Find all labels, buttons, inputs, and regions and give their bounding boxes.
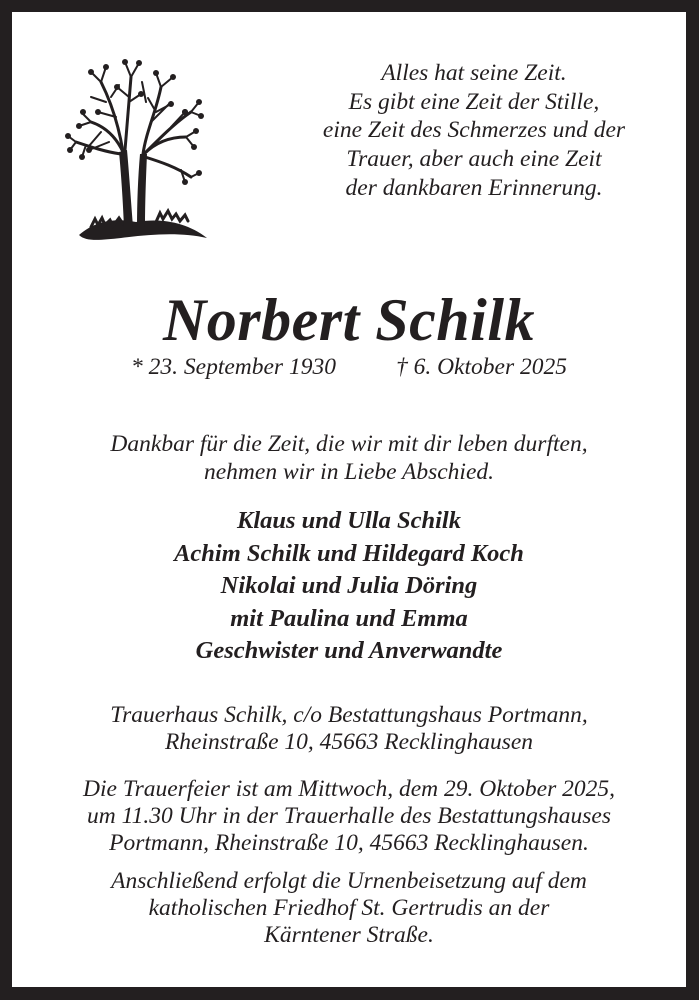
funeral-ceremony-info (12, 776, 686, 857)
birth-date: * 23. September 1930 (131, 354, 336, 380)
mourner-line: Klaus und Ulla Schilk (237, 507, 461, 534)
mourner-line: Achim Schilk und Hildegard Koch (174, 539, 524, 567)
burial-info (12, 868, 686, 949)
burial-line: Anschließend erfolgt die Urnenbeisetzung auf dem (111, 868, 587, 894)
motto-line: Es gibt eine Zeit der Stille, (348, 88, 600, 115)
life-dates (12, 352, 686, 382)
thanks-text (12, 430, 686, 486)
tree-icon (61, 42, 211, 247)
mourners-list (12, 505, 686, 668)
motto-line: Trauer, aber auch eine Zeit (346, 146, 602, 173)
mourning-house-address (12, 702, 686, 756)
deceased-name: Norbert Schilk (162, 287, 536, 353)
address-line: Rheinstraße 10, 45663 Recklinghausen (164, 729, 534, 755)
thanks-line: Dankbar für die Zeit, die wir mit dir leben durften, (110, 431, 588, 457)
motto-line: Alles hat seine Zeit. (381, 60, 567, 86)
burial-line: katholischen Friedhof St. Gertrudis an der (148, 895, 550, 921)
motto-line: eine Zeit des Schmerzes und der (322, 117, 626, 144)
mourner-line: Nikolai und Julia Döring (220, 572, 478, 599)
ceremony-line: Die Trauerfeier ist am Mittwoch, dem 29. Oktober 2025, (83, 776, 615, 802)
burial-line: Kärntener Straße. (264, 922, 434, 948)
death-date: † 6. Oktober 2025 (395, 354, 567, 380)
motto-verse (274, 59, 674, 203)
address-line: Trauerhaus Schilk, c/o Bestattungshaus Portmann, (110, 702, 588, 728)
obituary-card (12, 12, 686, 987)
mourner-line: Geschwister und Anverwandte (195, 637, 503, 664)
motto-line: der dankbaren Erinnerung. (345, 174, 603, 201)
ceremony-line: um 11.30 Uhr in der Trauerhalle des Bestattungshauses (87, 803, 611, 829)
thanks-line: nehmen wir in Liebe Abschied. (203, 459, 494, 485)
ceremony-line: Portmann, Rheinstraße 10, 45663 Recklinghausen. (109, 830, 589, 856)
mourner-line: mit Paulina und Emma (230, 604, 468, 632)
